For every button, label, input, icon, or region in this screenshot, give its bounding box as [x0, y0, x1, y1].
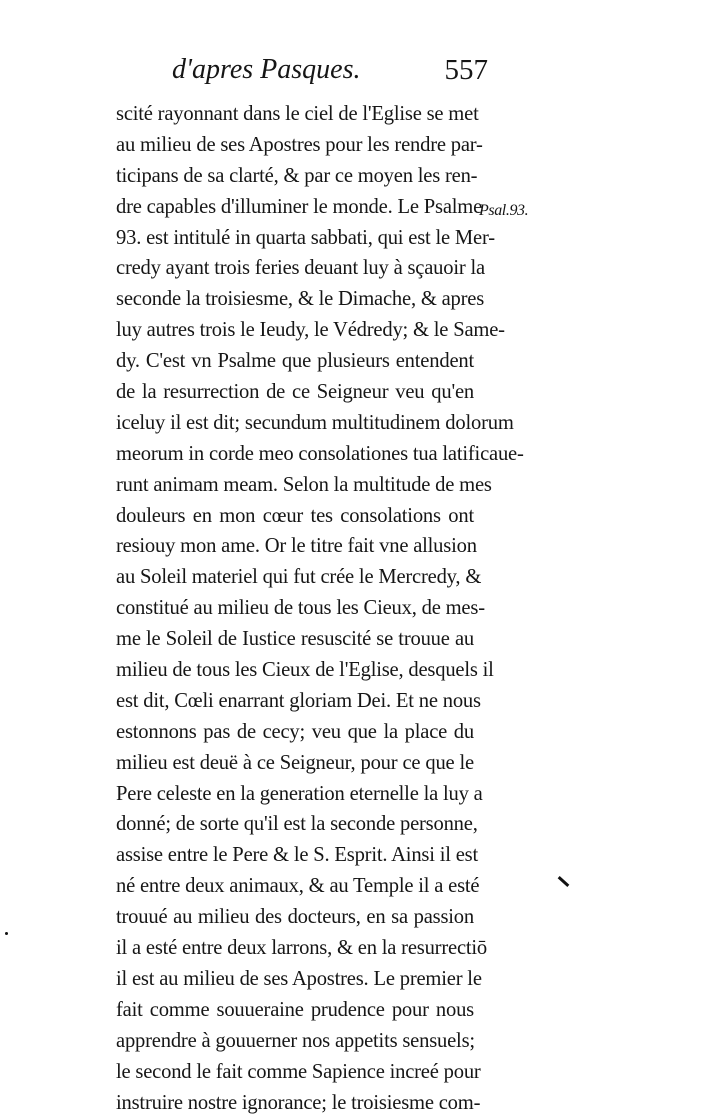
text-line: né entre deux animaux, & au Temple il a esté: [116, 871, 474, 902]
text-line: scité rayonnant dans le ciel de l'Eglise se met: [116, 99, 474, 130]
ink-speck: [558, 876, 570, 887]
text-line: constitué au milieu de tous les Cieux, de mes-: [116, 593, 474, 624]
text-line: iceluy il est dit; secundum multitudinem dolorum: [116, 408, 474, 439]
text-line: instruire nostre ignorance; le troisiesme com-: [116, 1088, 474, 1118]
text-line: luy autres trois le Ieudy, le Védredy; & le Same-: [116, 315, 474, 346]
text-line: au Soleil materiel qui fut crée le Mercredy, &: [116, 562, 474, 593]
text-line: fait comme souueraine prudence pour nous: [116, 995, 474, 1026]
text-line: de la resurrection de ce Seigneur veu qu'en: [116, 377, 474, 408]
text-line: donné; de sorte qu'il est la seconde personne,: [116, 809, 474, 840]
text-line: dy. C'est vn Psalme que plusieurs entendent: [116, 346, 474, 377]
text-line: il a esté entre deux larrons, & en la resurrectiō: [116, 933, 474, 964]
text-line: seconde la troisiesme, & le Dimache, & apres: [116, 284, 474, 315]
main-text-block: [116, 99, 474, 1118]
text-line: trouué au milieu des docteurs, en sa passion: [116, 902, 474, 933]
text-line: dre capables d'illuminer le monde. Le Psalme: [116, 192, 474, 223]
text-line: il est au milieu de ses Apostres. Le premier le: [116, 964, 474, 995]
text-line: me le Soleil de Iustice resuscité se trouue au: [116, 624, 474, 655]
text-line: estonnons pas de cecy; veu que la place du: [116, 717, 474, 748]
text-line: 93. est intitulé in quarta sabbati, qui est le Mer-: [116, 223, 474, 254]
text-line: meorum in corde meo consolationes tua latificaue-: [116, 439, 474, 470]
text-line: Pere celeste en la generation eternelle la luy a: [116, 779, 474, 810]
text-line: credy ayant trois feries deuant luy à sçauoir la: [116, 253, 474, 284]
text-line: douleurs en mon cœur tes consolations ont: [116, 501, 474, 532]
text-line: runt animam meam. Selon la multitude de mes: [116, 470, 474, 501]
text-line: est dit, Cœli enarrant gloriam Dei. Et ne nous: [116, 686, 474, 717]
text-line: au milieu de ses Apostres pour les rendre par-: [116, 130, 474, 161]
text-line: le second le fait comme Sapience increé pour: [116, 1057, 474, 1088]
running-head: d'apres Pasques.: [172, 50, 502, 90]
marginal-note: Psal.93.: [479, 197, 537, 225]
text-line: milieu de tous les Cieux de l'Eglise, desquels il: [116, 655, 474, 686]
text-line: milieu est deuë à ce Seigneur, pour ce que le: [116, 748, 474, 779]
text-line: resiouy mon ame. Or le titre fait vne allusion: [116, 531, 474, 562]
text-line: assise entre le Pere & le S. Esprit. Ainsi il est: [116, 840, 474, 871]
text-line: apprendre à gouuerner nos appetits sensuels;: [116, 1026, 474, 1057]
ink-speck: [5, 932, 8, 935]
text-line: ticipans de sa clarté, & par ce moyen les ren-: [116, 161, 474, 192]
page-number: 557: [418, 50, 488, 90]
